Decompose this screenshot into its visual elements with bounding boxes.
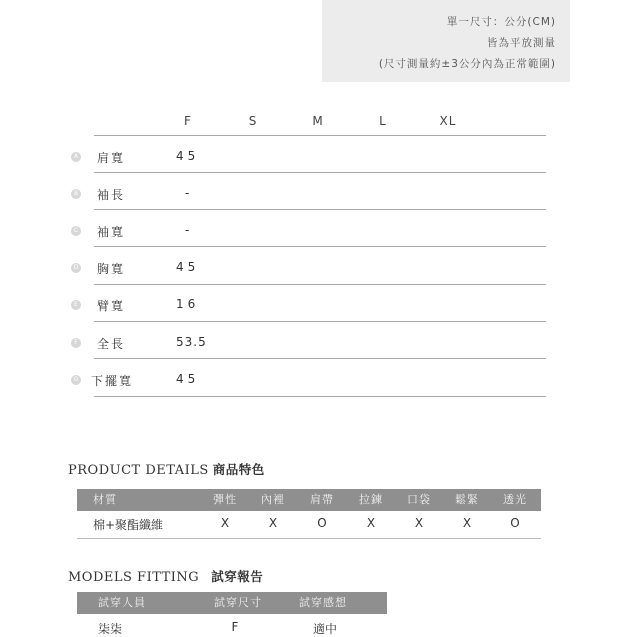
size-col-s: S xyxy=(248,114,258,128)
row-marker-e: E xyxy=(71,300,81,310)
pd-header-sheer: 透光 xyxy=(503,493,527,506)
row-label-length: 全長 xyxy=(97,337,126,351)
size-table-divider xyxy=(94,321,546,322)
size-table-divider xyxy=(94,358,546,359)
row-label-sleeve-length: 袖長 xyxy=(97,188,126,202)
product-details-header xyxy=(77,489,541,511)
row-label-arm: 臂寬 xyxy=(97,299,126,313)
pd-header-stretch: 鬆緊 xyxy=(455,493,479,506)
row-value-shoulder: 45 xyxy=(176,149,200,163)
pd-value-stretch: X xyxy=(462,516,472,530)
row-value-chest: 45 xyxy=(176,260,200,274)
row-label-shoulder: 肩寬 xyxy=(97,151,126,165)
pd-header-strap: 肩帶 xyxy=(310,493,334,506)
row-marker-a: A xyxy=(71,152,81,162)
size-table-divider xyxy=(94,396,546,397)
pd-header-lining: 內裡 xyxy=(261,493,285,506)
size-col-m: M xyxy=(312,114,324,128)
note-unit: 單一尺寸：公分(CM) xyxy=(446,16,556,28)
pd-header-elasticity: 彈性 xyxy=(213,493,237,506)
row-value-sleeve-width: - xyxy=(185,223,194,237)
pd-value-elasticity: X xyxy=(220,516,230,530)
row-label-sleeve-width: 袖寬 xyxy=(97,225,126,239)
models-fitting-title-zh: 試穿報告 xyxy=(211,569,264,584)
size-table-divider xyxy=(94,246,546,247)
row-label-chest: 胸寬 xyxy=(97,262,126,276)
row-marker-c: C xyxy=(71,226,81,236)
pd-header-pocket: 口袋 xyxy=(407,493,431,506)
pd-header-material: 材質 xyxy=(93,493,117,506)
product-details-title xyxy=(68,460,265,478)
mf-value-size: F xyxy=(231,620,239,634)
size-table-divider xyxy=(94,284,546,285)
product-details-title-en: PRODUCT DETAILS xyxy=(68,463,209,478)
note-tolerance: (尺寸測量約±3公分內為正常範圍) xyxy=(378,58,556,70)
size-table-divider xyxy=(94,209,546,210)
pd-value-lining: X xyxy=(268,516,278,530)
row-marker-f: F xyxy=(71,338,81,348)
row-marker-d: D xyxy=(71,263,81,273)
row-value-sleeve-length: - xyxy=(185,186,194,200)
note-method: 皆為平放測量 xyxy=(487,37,556,49)
pd-value-pocket: X xyxy=(414,516,424,530)
mf-header-model: 試穿人員 xyxy=(98,596,146,609)
row-value-length: 53.5 xyxy=(176,335,207,349)
row-value-hem: 45 xyxy=(176,372,200,386)
pd-value-strap: O xyxy=(317,516,327,530)
mf-value-model: 柒柒 xyxy=(98,622,123,636)
models-fitting-title xyxy=(68,567,263,585)
pd-value-material: 棉+聚酯纖維 xyxy=(93,518,164,532)
row-value-arm: 16 xyxy=(176,297,200,311)
product-details-title-zh: 商品特色 xyxy=(212,462,265,477)
row-label-hem: 下擺寬 xyxy=(91,374,134,388)
measurement-note xyxy=(322,0,570,82)
models-fitting-title-en: MODELS FITTING xyxy=(68,570,200,585)
size-table-divider xyxy=(94,172,546,173)
row-marker-b: B xyxy=(71,189,81,199)
size-table-divider xyxy=(94,135,546,136)
pd-value-zipper: X xyxy=(366,516,376,530)
mf-header-size: 試穿尺寸 xyxy=(214,596,262,609)
mf-header-feedback: 試穿感想 xyxy=(299,596,347,609)
size-col-xl: XL xyxy=(439,114,457,128)
size-col-l: L xyxy=(379,114,387,128)
pd-value-sheer: O xyxy=(510,516,520,530)
size-col-f: F xyxy=(184,114,192,128)
mf-value-feedback: 適中 xyxy=(312,622,338,636)
models-fitting-header xyxy=(77,592,387,614)
product-details-divider xyxy=(77,538,541,539)
pd-header-zipper: 拉鍊 xyxy=(359,493,383,506)
row-marker-g: G xyxy=(71,375,81,385)
